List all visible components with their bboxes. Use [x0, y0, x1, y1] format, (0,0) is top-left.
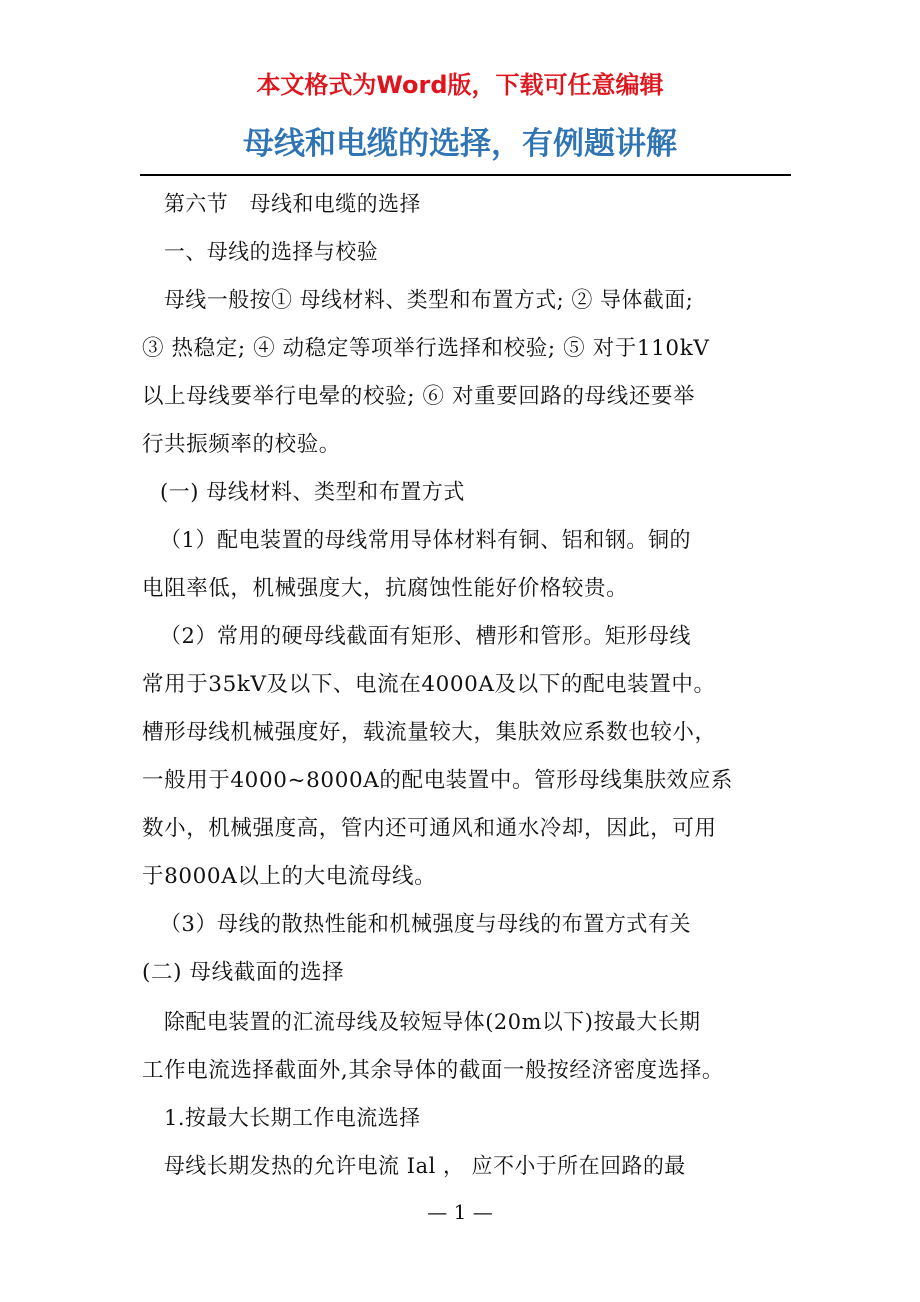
paragraph-line: 母线一般按① 母线材料、类型和布置方式; ② 导体截面; [164, 288, 694, 313]
subsection-heading: 一、母线的选择与校验 [164, 240, 379, 265]
subsection-heading: 1.按最大长期工作电流选择 [164, 1106, 421, 1131]
document-title: 母线和电缆的选择，有例题讲解 [243, 126, 677, 162]
paragraph-line: （3）母线的散热性能和机械强度与母线的布置方式有关 [160, 912, 692, 937]
subsection-heading: (一) 母线材料、类型和布置方式 [160, 480, 465, 505]
paragraph-line: 槽形母线机械强度好，载流量较大，集肤效应系数也较小， [142, 720, 717, 745]
paragraph-line: 行共振频率的校验。 [142, 432, 341, 457]
paragraph-line: （1）配电装置的母线常用导体材料有铜、铝和钢。铜的 [160, 528, 692, 553]
title-divider [140, 174, 791, 176]
paragraph-line: 工作电流选择截面外,其余导体的截面一般按经济密度选择。 [142, 1058, 725, 1083]
page-number: — 1 — [427, 1200, 493, 1224]
paragraph-line: 一般用于4000~8000A的配电装置中。管形母线集肤效应系 [142, 768, 733, 793]
paragraph-line: 除配电装置的汇流母线及较短导体(20m以下)按最大长期 [164, 1010, 701, 1035]
paragraph-line: 数小，机械强度高，管内还可通风和通水冷却，因此，可用 [142, 816, 717, 841]
paragraph-line: 母线长期发热的允许电流 Ial ， 应不小于所在回路的最 [164, 1154, 686, 1179]
paragraph-line: 以上母线要举行电晕的校验; ⑥ 对重要回路的母线还要举 [142, 384, 696, 409]
paragraph-line: ③ 热稳定; ④ 动稳定等项举行选择和校验; ⑤ 对于110kV [142, 336, 710, 361]
paragraph-line: 电阻率低，机械强度大，抗腐蚀性能好价格较贵。 [142, 576, 629, 601]
paragraph-line: 于8000A以上的大电流母线。 [142, 864, 437, 889]
paragraph-line: 常用于35kV及以下、电流在4000A及以下的配电装置中。 [142, 672, 716, 697]
banner-notice: 本文格式为Word版，下载可任意编辑 [256, 71, 664, 99]
section-heading: 第六节 母线和电缆的选择 [164, 192, 421, 217]
subsection-heading: (二) 母线截面的选择 [142, 960, 345, 985]
paragraph-line: （2）常用的硬母线截面有矩形、槽形和管形。矩形母线 [160, 624, 692, 649]
